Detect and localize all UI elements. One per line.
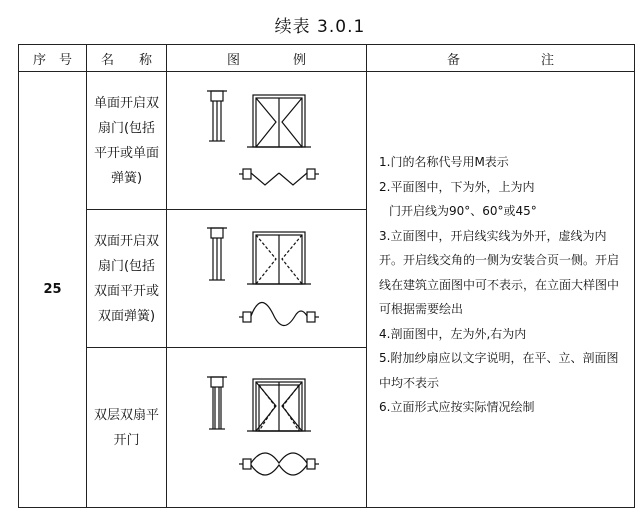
remark-5: 5.附加纱扇应以文字说明，在平、立、剖面图中均不表示 (379, 351, 619, 390)
remark-4: 4.剖面图中，左为外,右为内 (379, 326, 527, 341)
door-diagram-icon (187, 81, 347, 201)
legend-double-swing-door (167, 210, 367, 348)
remark-6: 6.立面形式应按实际情况绘制 (379, 400, 535, 414)
remark-2: 2.平面图中，下为外，上为内 (379, 179, 535, 194)
door-name-double: 双面开启双扇门(包括双面平开或双面弹簧) (87, 210, 167, 348)
remark-1: 1.门的名称代号用M表示 (379, 155, 509, 169)
door-diagram-icon (187, 363, 347, 493)
door-name-double-leaf: 双层双扇平开门 (87, 348, 167, 508)
header-name: 名 称 (87, 45, 167, 72)
remark-3: 3.立面图中，开启线实线为外开，虚线为内开。开启线交角的一侧为安装合页一侧。开启线在建筑立面图中可不表示，在立面大样图中可根据需要绘出 (379, 228, 620, 316)
door-diagram-icon (187, 218, 347, 340)
remarks-cell (367, 72, 635, 508)
table-title: 续表 3.0.1 (274, 17, 366, 37)
header-remarks: 备 注 (367, 45, 635, 72)
legend-single-swing-door (167, 72, 367, 210)
header-seq: 序 号 (19, 45, 87, 72)
row-number: 25 (19, 72, 87, 508)
remark-2b: 门开启线为90°、60°或45° (389, 204, 537, 218)
header-row (19, 45, 635, 72)
table-row (19, 72, 635, 210)
door-legend-table (18, 44, 635, 508)
door-name-single: 单面开启双扇门(包括平开或单面弹簧) (87, 72, 167, 210)
header-legend: 图 例 (167, 45, 367, 72)
legend-double-leaf-door (167, 348, 367, 508)
